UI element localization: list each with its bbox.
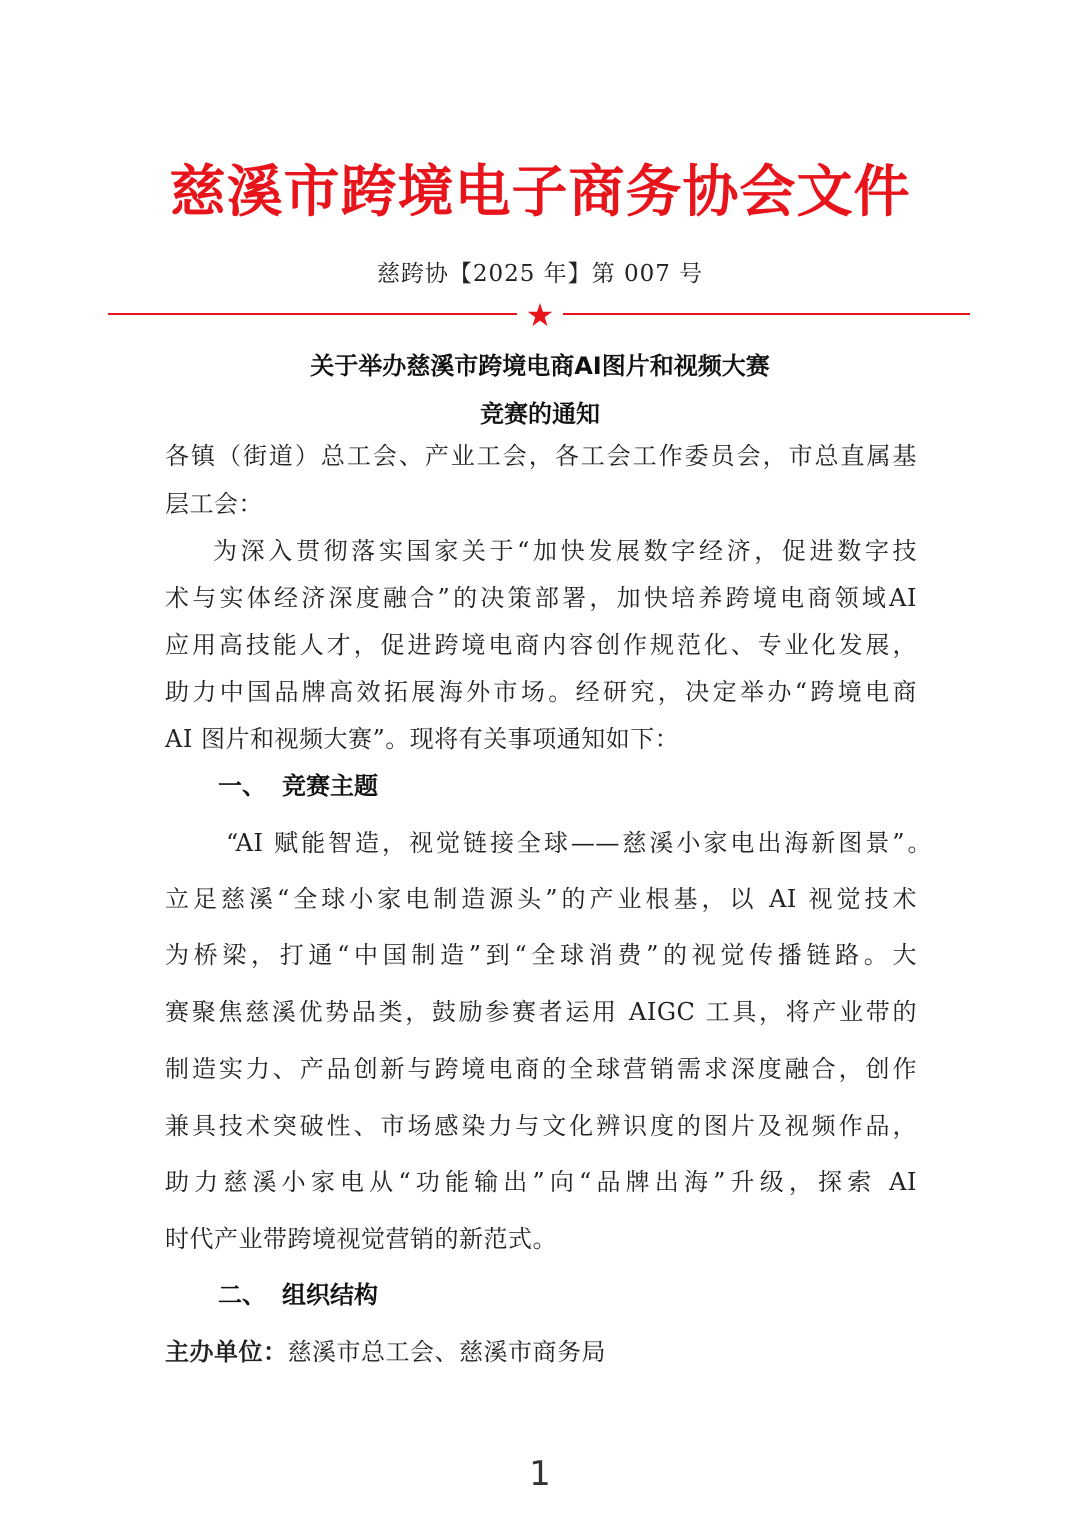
section-title: 竞赛主题	[282, 772, 378, 800]
star-icon: ★	[525, 296, 555, 334]
page-number: 1	[529, 1454, 551, 1494]
document-number: 慈跨协【2025 年】第 007 号	[376, 261, 704, 287]
red-divider-left	[108, 313, 517, 315]
section-title: 组织结构	[282, 1281, 378, 1309]
section-number: 一、	[218, 772, 266, 800]
section-number: 二、	[218, 1281, 266, 1309]
intro-line: 助力中国品牌高效拓展海外市场。经研究，决定举办“跨境电商	[165, 678, 917, 706]
intro-line: AI 图片和视频大赛”。现将有关事项通知如下：	[165, 725, 680, 753]
theme-line: 时代产业带跨境视觉营销的新范式。	[165, 1225, 557, 1253]
salutation-line: 层工会：	[165, 490, 263, 518]
salutation-line: 各镇（街道）总工会、产业工会，各工会工作委员会，市总直属基	[165, 442, 917, 470]
red-divider-right	[563, 313, 970, 315]
theme-line: 立足慈溪“全球小家电制造源头”的产业根基，以 AI 视觉技术	[165, 885, 917, 913]
section-heading-theme	[218, 771, 378, 801]
notice-title-line-1: 关于举办慈溪市跨境电商AI图片和视频大赛	[310, 352, 770, 380]
theme-line: “AI 赋能智造，视觉链接全球——慈溪小家电出海新图景”。	[226, 829, 932, 857]
theme-line: 制造实力、产品创新与跨境电商的全球营销需求深度融合，创作	[165, 1055, 917, 1083]
theme-line: 为桥梁，打通“中国制造”到“全球消费”的视觉传播链路。大	[165, 941, 917, 969]
intro-line: 为深入贯彻落实国家关于“加快发展数字经济，促进数字技	[213, 537, 917, 565]
section-heading-organization	[218, 1280, 378, 1310]
document-header-title: 慈溪市跨境电子商务协会文件	[169, 160, 911, 225]
intro-line: 应用高技能人才，促进跨境电商内容创作规范化、专业化发展，	[165, 631, 917, 659]
intro-line: 术与实体经济深度融合”的决策部署，加快培养跨境电商领域AI	[165, 584, 917, 612]
theme-line: 助力慈溪小家电从“功能输出”向“品牌出海”升级，探索 AI	[165, 1168, 917, 1196]
organizer-line	[165, 1337, 606, 1367]
organizer-label: 主办单位：	[165, 1338, 288, 1366]
notice-title-line-2: 竞赛的通知	[480, 400, 600, 428]
theme-line: 赛聚焦慈溪优势品类，鼓励参赛者运用 AIGC 工具，将产业带的	[165, 998, 917, 1026]
theme-line: 兼具技术突破性、市场感染力与文化辨识度的图片及视频作品，	[165, 1112, 917, 1140]
organizer-value: 慈溪市总工会、慈溪市商务局	[287, 1338, 606, 1366]
